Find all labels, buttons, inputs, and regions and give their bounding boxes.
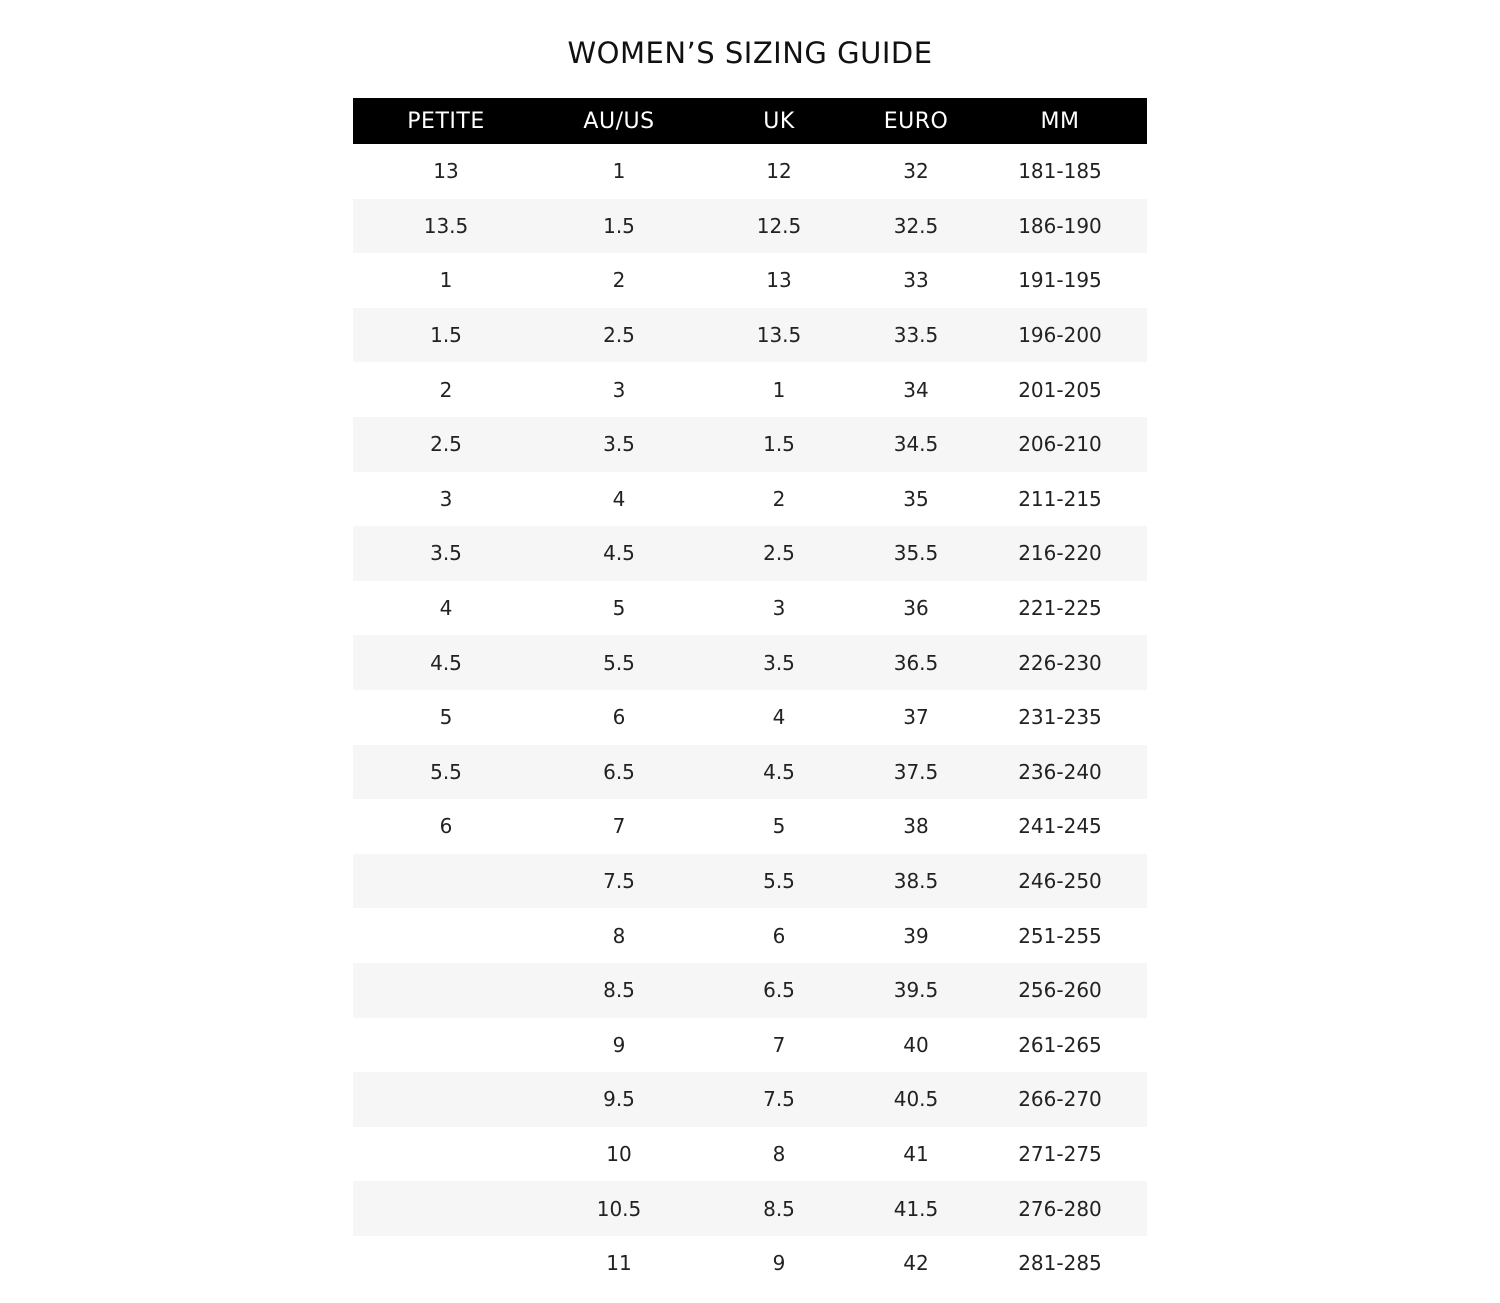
cell-uk: 2.5	[763, 541, 795, 566]
cell-uk: 7.5	[763, 1087, 795, 1112]
header-au-us: AU/US	[583, 108, 655, 134]
cell-au-us: 6	[612, 705, 626, 730]
cell-euro: 36	[903, 596, 929, 621]
cell-petite: 13	[433, 159, 459, 184]
cell-au-us: 8.5	[603, 978, 635, 1003]
cell-petite: 3	[439, 486, 453, 511]
cell-uk: 13.5	[756, 323, 802, 348]
table-row	[353, 745, 1147, 800]
cell-au-us: 6.5	[603, 759, 635, 784]
cell-mm: 251-255	[1018, 923, 1102, 948]
table-header	[353, 98, 1147, 144]
table-row	[353, 690, 1147, 745]
table-row	[353, 199, 1147, 254]
cell-au-us: 9.5	[603, 1087, 635, 1112]
cell-euro: 32.5	[893, 213, 939, 238]
cell-euro: 37	[903, 705, 929, 730]
cell-euro: 35.5	[893, 541, 939, 566]
cell-mm: 201-205	[1018, 377, 1102, 402]
table-row	[353, 799, 1147, 854]
cell-euro: 40	[903, 1032, 929, 1057]
table-row	[353, 908, 1147, 963]
table-row	[353, 635, 1147, 690]
header-uk: UK	[763, 108, 795, 134]
sizing-table	[353, 98, 1147, 1290]
table-row	[353, 253, 1147, 308]
table-row	[353, 1236, 1147, 1291]
cell-petite: 13.5	[423, 213, 469, 238]
cell-mm: 211-215	[1018, 486, 1102, 511]
table-row	[353, 963, 1147, 1018]
table-row	[353, 144, 1147, 199]
cell-uk: 8.5	[763, 1196, 795, 1221]
cell-euro: 42	[903, 1251, 929, 1276]
cell-uk: 6	[772, 923, 786, 948]
cell-au-us: 10.5	[596, 1196, 642, 1221]
cell-au-us: 10	[606, 1141, 632, 1166]
table-row	[353, 526, 1147, 581]
cell-mm: 271-275	[1018, 1141, 1102, 1166]
cell-euro: 34.5	[893, 432, 939, 457]
cell-euro: 36.5	[893, 650, 939, 675]
cell-au-us: 2	[612, 268, 626, 293]
cell-mm: 206-210	[1018, 432, 1102, 457]
cell-au-us: 3.5	[603, 432, 635, 457]
cell-uk: 6.5	[763, 978, 795, 1003]
cell-euro: 32	[903, 159, 929, 184]
table-body	[353, 144, 1147, 1290]
page-title: WOMEN’S SIZING GUIDE	[567, 36, 933, 70]
cell-euro: 37.5	[893, 759, 939, 784]
cell-au-us: 3	[612, 377, 626, 402]
cell-au-us: 8	[612, 923, 626, 948]
cell-au-us: 4.5	[603, 541, 635, 566]
cell-euro: 38.5	[893, 869, 939, 894]
table-row	[353, 417, 1147, 472]
cell-au-us: 7	[612, 814, 626, 839]
cell-petite: 3.5	[430, 541, 462, 566]
cell-euro: 38	[903, 814, 929, 839]
cell-uk: 1	[772, 377, 786, 402]
cell-uk: 8	[772, 1141, 786, 1166]
cell-mm: 276-280	[1018, 1196, 1102, 1221]
cell-mm: 221-225	[1018, 596, 1102, 621]
cell-mm: 236-240	[1018, 759, 1102, 784]
cell-mm: 266-270	[1018, 1087, 1102, 1112]
cell-uk: 4.5	[763, 759, 795, 784]
cell-petite: 1	[439, 268, 453, 293]
cell-au-us: 11	[606, 1251, 632, 1276]
header-mm: MM	[1040, 108, 1080, 134]
cell-mm: 186-190	[1018, 213, 1102, 238]
cell-petite: 4	[439, 596, 453, 621]
cell-au-us: 5.5	[603, 650, 635, 675]
cell-euro: 41	[903, 1141, 929, 1166]
cell-euro: 39.5	[893, 978, 939, 1003]
cell-petite: 5.5	[430, 759, 462, 784]
cell-euro: 41.5	[893, 1196, 939, 1221]
cell-uk: 5	[772, 814, 786, 839]
cell-mm: 281-285	[1018, 1251, 1102, 1276]
table-row	[353, 581, 1147, 636]
cell-petite: 6	[439, 814, 453, 839]
cell-uk: 7	[772, 1032, 786, 1057]
cell-uk: 12	[766, 159, 792, 184]
cell-euro: 33	[903, 268, 929, 293]
cell-mm: 196-200	[1018, 323, 1102, 348]
table-row	[353, 362, 1147, 417]
cell-au-us: 7.5	[603, 869, 635, 894]
cell-au-us: 1	[612, 159, 626, 184]
cell-euro: 33.5	[893, 323, 939, 348]
cell-au-us: 2.5	[603, 323, 635, 348]
cell-petite: 1.5	[430, 323, 462, 348]
header-petite: PETITE	[407, 108, 485, 134]
table-row	[353, 1127, 1147, 1182]
cell-uk: 4	[772, 705, 786, 730]
cell-petite: 5	[439, 705, 453, 730]
cell-uk: 13	[766, 268, 792, 293]
cell-euro: 34	[903, 377, 929, 402]
cell-au-us: 9	[612, 1032, 626, 1057]
cell-au-us: 5	[612, 596, 626, 621]
cell-mm: 256-260	[1018, 978, 1102, 1003]
cell-uk: 2	[772, 486, 786, 511]
cell-uk: 5.5	[763, 869, 795, 894]
cell-mm: 241-245	[1018, 814, 1102, 839]
cell-petite: 2.5	[430, 432, 462, 457]
cell-uk: 12.5	[756, 213, 802, 238]
cell-petite: 2	[439, 377, 453, 402]
cell-mm: 261-265	[1018, 1032, 1102, 1057]
header-euro: EURO	[883, 108, 949, 134]
cell-uk: 1.5	[763, 432, 795, 457]
cell-mm: 216-220	[1018, 541, 1102, 566]
table-row	[353, 308, 1147, 363]
table-row	[353, 1018, 1147, 1073]
cell-euro: 35	[903, 486, 929, 511]
cell-uk: 3	[772, 596, 786, 621]
table-row	[353, 854, 1147, 909]
cell-au-us: 4	[612, 486, 626, 511]
cell-euro: 40.5	[893, 1087, 939, 1112]
cell-au-us: 1.5	[603, 213, 635, 238]
cell-mm: 191-195	[1018, 268, 1102, 293]
cell-mm: 246-250	[1018, 869, 1102, 894]
table-row	[353, 1181, 1147, 1236]
cell-petite: 4.5	[430, 650, 462, 675]
cell-uk: 3.5	[763, 650, 795, 675]
cell-mm: 226-230	[1018, 650, 1102, 675]
cell-euro: 39	[903, 923, 929, 948]
cell-uk: 9	[772, 1251, 786, 1276]
table-row	[353, 1072, 1147, 1127]
table-row	[353, 472, 1147, 527]
cell-mm: 181-185	[1018, 159, 1102, 184]
cell-mm: 231-235	[1018, 705, 1102, 730]
